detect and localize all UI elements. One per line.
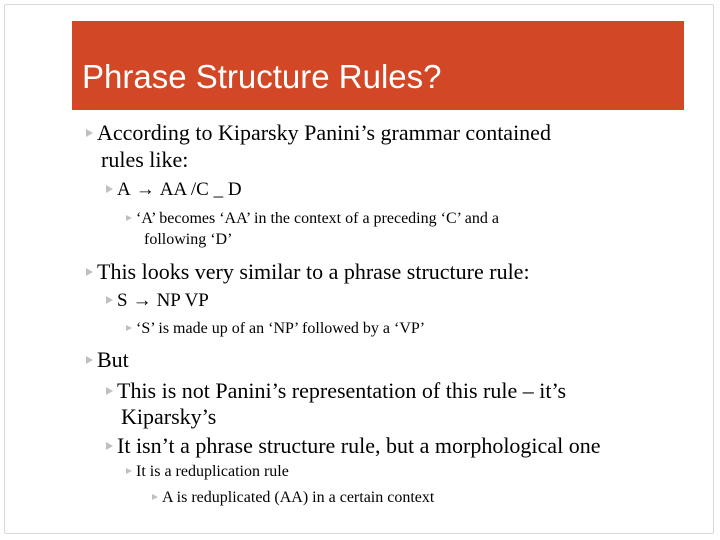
bullet-triangle-icon xyxy=(106,296,113,304)
bullet-1-text-line1: According to Kiparsky Panini’s grammar contained xyxy=(97,120,551,145)
bullet-triangle-icon xyxy=(86,129,93,137)
bullet-triangle-icon xyxy=(86,356,93,364)
bullet-1-text-line2: rules like: xyxy=(101,147,189,172)
bullet-3 xyxy=(86,347,129,372)
bullet-1 xyxy=(86,120,551,145)
bullet-3-sub-2-subnote-text: A is reduplicated (AA) in a certain context xyxy=(162,489,435,506)
bullet-2-note-text: ‘S’ is made up of an ‘NP’ followed by a ‘VP’ xyxy=(136,320,426,337)
bullet-1-note-line2: following ‘D’ xyxy=(144,231,233,248)
bullet-triangle-icon xyxy=(86,268,93,276)
bullet-3-text: But xyxy=(97,347,129,372)
bullet-3-sub-1-line2: Kiparsky’s xyxy=(121,404,217,429)
bullet-3-sub-2-note xyxy=(126,463,289,481)
bullet-triangle-icon xyxy=(106,185,113,193)
bullet-3-sub-1-line1: This is not Panini’s representation of this rule – it’s xyxy=(117,378,567,403)
rule-rhs: AA /C _ D xyxy=(159,179,242,200)
bullet-triangle-icon xyxy=(106,387,113,395)
bullet-3-sub-2-subnote xyxy=(152,489,434,507)
bullet-triangle-icon xyxy=(106,442,113,450)
bullet-3-sub-2 xyxy=(106,433,600,458)
rule-lhs: A xyxy=(117,179,131,200)
bullet-3-sub-2-note-text: It is a reduplication rule xyxy=(136,463,289,480)
right-arrow-icon: → xyxy=(132,290,152,311)
bullet-triangle-icon xyxy=(126,325,132,331)
bullet-2-text: This looks very similar to a phrase structure rule: xyxy=(97,259,530,284)
rule-lhs: S xyxy=(117,290,128,311)
bullet-1-note-line1: ‘A’ becomes ‘AA’ in the context of a preceding ‘C’ and a xyxy=(136,210,499,227)
bullet-3-sub-2-text: It isn’t a phrase structure rule, but a morphological one xyxy=(117,433,601,458)
bullet-triangle-icon xyxy=(126,468,132,474)
bullet-triangle-icon xyxy=(152,494,158,500)
bullet-1-note xyxy=(126,210,499,228)
bullet-3-sub-1 xyxy=(106,378,566,403)
right-arrow-icon: → xyxy=(135,179,155,200)
bullet-2-note xyxy=(126,320,425,338)
bullet-triangle-icon xyxy=(126,215,132,221)
slide-title: Phrase Structure Rules? xyxy=(82,58,442,95)
bullet-2 xyxy=(86,259,530,284)
bullet-2-rule xyxy=(106,290,209,312)
bullet-1-rule xyxy=(106,179,242,201)
rule-rhs: NP VP xyxy=(156,290,209,311)
